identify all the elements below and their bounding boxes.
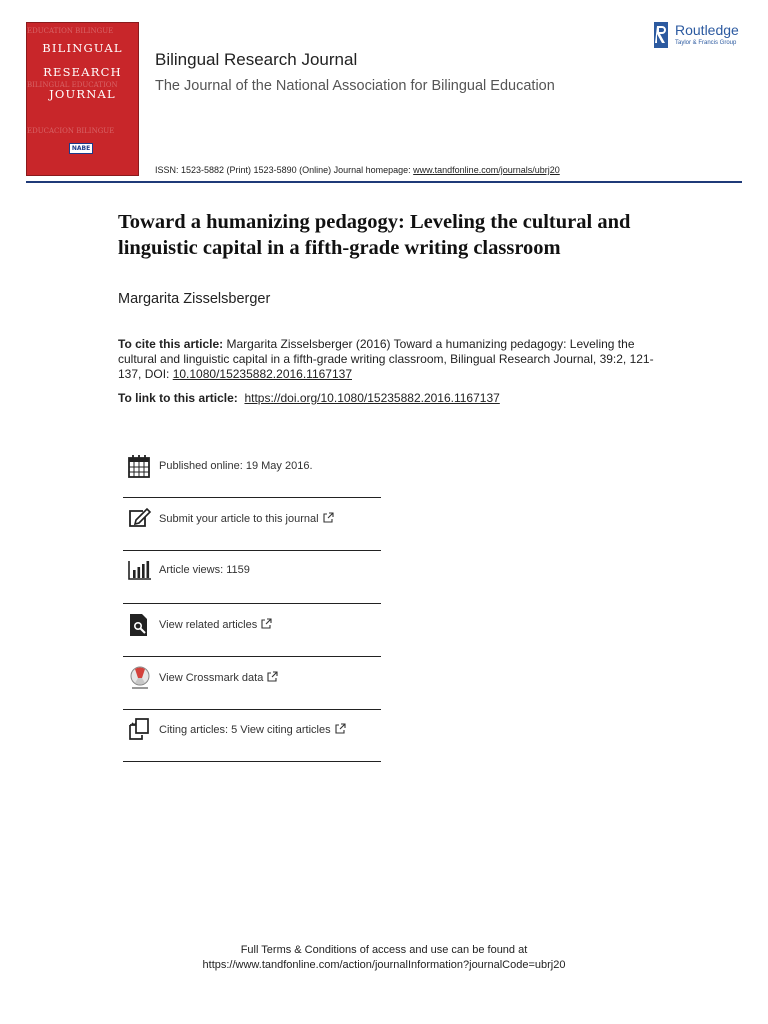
cover-background-text: BILINGUAL EDUCATION bbox=[27, 81, 118, 89]
crossmark-text: View Crossmark data bbox=[159, 672, 264, 684]
crossmark-label bbox=[159, 671, 278, 684]
citation-text: Margarita Zisselsberger (2016) Toward a humanizing pedagogy: Leveling the cultural and linguistic capital in a fifth-grade writing classroom, Bilingual Research Journal, 39:2, 121-137, DOI: bbox=[118, 337, 654, 381]
journal-cover-image bbox=[26, 22, 139, 176]
article-doi-url[interactable]: https://doi.org/10.1080/15235882.2016.1167137 bbox=[244, 391, 500, 405]
citing-articles-row[interactable] bbox=[123, 717, 381, 747]
footer-terms-url[interactable]: https://www.tandfonline.com/action/journalInformation?journalCode=ubrj20 bbox=[202, 959, 566, 971]
cover-background-text: EDUCATION BILINGUE bbox=[27, 27, 114, 35]
link-label: To link to this article: bbox=[118, 391, 242, 405]
external-link-icon bbox=[323, 512, 334, 523]
divider bbox=[123, 497, 381, 498]
divider bbox=[123, 550, 381, 551]
cover-background-text: EDUCACION BILINGUE bbox=[27, 127, 115, 135]
article-author: Margarita Zisselsberger bbox=[118, 291, 271, 307]
cover-title-line: JOURNAL bbox=[49, 87, 116, 101]
publisher-name: Routledge bbox=[675, 22, 739, 38]
divider bbox=[123, 761, 381, 762]
journal-subtitle: The Journal of the National Association for Bilingual Education bbox=[155, 78, 555, 94]
routledge-logo[interactable] bbox=[654, 22, 746, 50]
journal-name: Bilingual Research Journal bbox=[155, 50, 358, 69]
submit-article-text: Submit your article to this journal bbox=[159, 513, 319, 525]
citing-articles-label bbox=[159, 723, 346, 736]
header-divider bbox=[26, 181, 742, 183]
article-link-block bbox=[118, 391, 678, 406]
crossmark-icon bbox=[127, 665, 153, 691]
divider bbox=[123, 603, 381, 604]
article-views-label: Article views: 1159 bbox=[159, 564, 250, 576]
citing-articles-icon bbox=[127, 717, 153, 743]
article-title: Toward a humanizing pedagogy: Leveling the cultural and linguistic capital in a fifth-grade writing classroom bbox=[118, 211, 631, 259]
issn-line bbox=[155, 165, 560, 175]
related-articles-label bbox=[159, 618, 272, 631]
external-link-icon bbox=[335, 723, 346, 734]
external-link-icon bbox=[267, 671, 278, 682]
divider bbox=[123, 656, 381, 657]
related-articles-text: View related articles bbox=[159, 619, 258, 631]
journal-homepage-link[interactable]: www.tandfonline.com/journals/ubrj20 bbox=[413, 165, 560, 175]
calendar-icon bbox=[127, 454, 153, 480]
citing-articles-text: Citing articles: 5 View citing articles bbox=[159, 724, 331, 736]
nabe-badge: NABE bbox=[69, 143, 93, 154]
external-link-icon bbox=[261, 618, 272, 629]
published-online-label: Published online: 19 May 2016. bbox=[159, 460, 313, 472]
issn-text: ISSN: 1523-5882 (Print) 1523-5890 (Online) Journal homepage: bbox=[155, 165, 414, 175]
search-document-icon bbox=[127, 612, 153, 638]
related-articles-row[interactable] bbox=[123, 612, 381, 642]
citation-block bbox=[118, 337, 658, 382]
citation-label: To cite this article: bbox=[118, 337, 224, 351]
article-views-row bbox=[123, 558, 381, 588]
submit-article-label bbox=[159, 512, 334, 525]
crossmark-row[interactable] bbox=[123, 665, 381, 695]
divider bbox=[123, 709, 381, 710]
bar-chart-icon bbox=[127, 558, 153, 584]
submit-article-row[interactable] bbox=[123, 506, 381, 536]
doi-link[interactable]: 10.1080/15235882.2016.1167137 bbox=[172, 367, 352, 381]
edit-icon bbox=[127, 506, 153, 532]
cover-title-line: BILINGUAL bbox=[42, 41, 123, 55]
footer bbox=[0, 943, 768, 973]
cover-title-line: RESEARCH bbox=[43, 65, 122, 79]
footer-terms-text: Full Terms & Conditions of access and use can be found at bbox=[240, 944, 528, 956]
published-online-row bbox=[123, 454, 381, 484]
publisher-group: Taylor & Francis Group bbox=[675, 40, 737, 46]
routledge-r-icon bbox=[654, 22, 668, 48]
